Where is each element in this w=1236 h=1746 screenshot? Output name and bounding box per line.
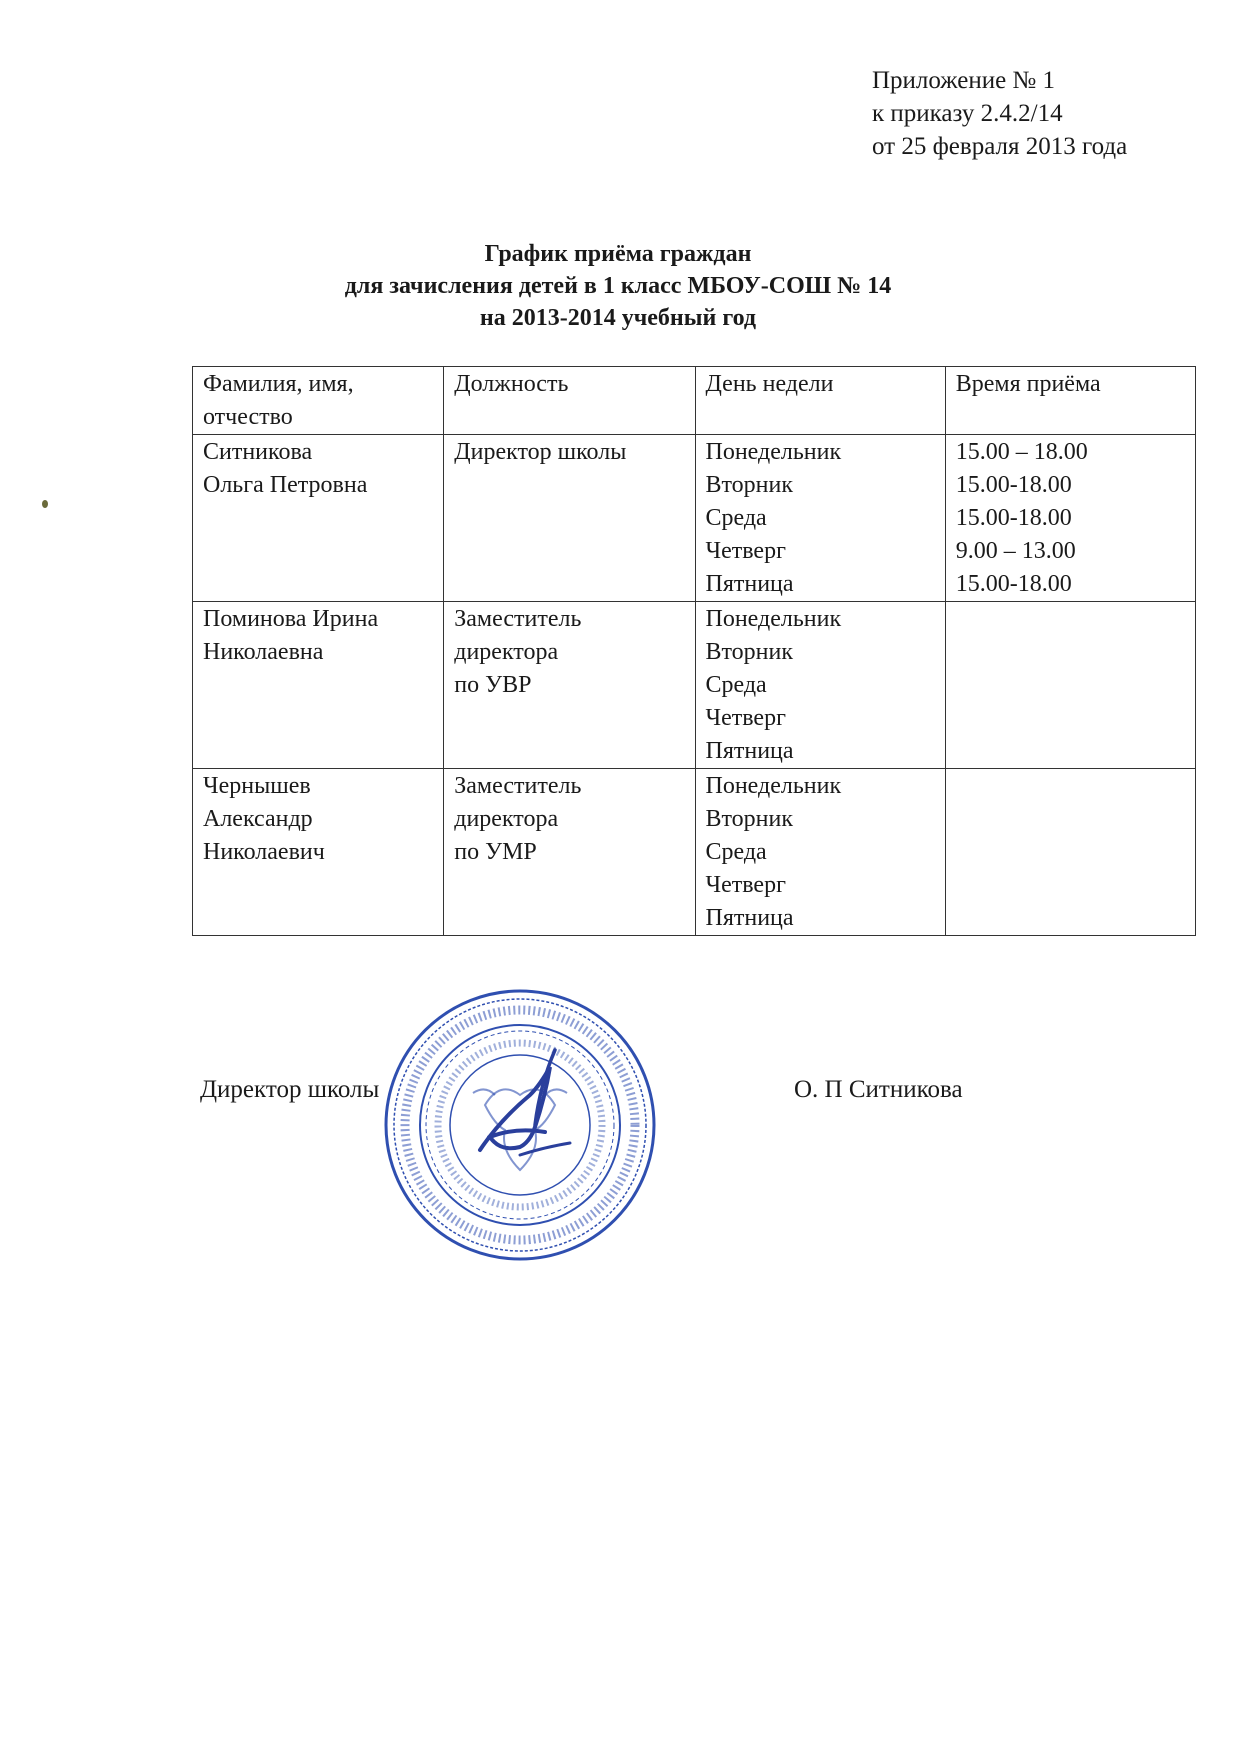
- day-line: Пятница: [705, 905, 794, 931]
- title-line-1: График приёма граждан: [484, 241, 752, 267]
- name-line: Николаевна: [203, 639, 324, 665]
- day-line: Понедельник: [705, 773, 842, 799]
- day-line: Четверг: [705, 872, 786, 898]
- position-line: Заместитель: [454, 773, 582, 799]
- row-1-times: [945, 435, 1195, 602]
- table-row: [193, 435, 1196, 602]
- day-line: Среда: [705, 672, 767, 698]
- document-title: [0, 238, 1236, 334]
- row-1-name: [193, 435, 444, 602]
- time-line: 9.00 – 13.00: [955, 538, 1076, 564]
- day-line: Вторник: [705, 472, 794, 498]
- appendix-line-1: Приложение № 1: [872, 67, 1056, 94]
- signature-role: Директор школы: [200, 1076, 380, 1103]
- position-line: по УВР: [454, 672, 532, 698]
- appendix-note: [872, 64, 1127, 163]
- name-line: Поминова Ирина: [203, 606, 379, 632]
- position-line: по УМР: [454, 839, 537, 865]
- row-1-days: [695, 435, 945, 602]
- name-line: Ситникова: [203, 439, 313, 465]
- title-line-3: на 2013-2014 учебный год: [479, 305, 757, 331]
- header-time: [945, 367, 1195, 435]
- row-2-name: [193, 602, 444, 769]
- day-line: Вторник: [705, 806, 794, 832]
- day-line: Пятница: [705, 738, 794, 764]
- row-3-name: [193, 769, 444, 936]
- header-name: [193, 367, 444, 435]
- header-position-label: Должность: [454, 371, 569, 397]
- time-line: 15.00-18.00: [955, 571, 1072, 597]
- time-line: 15.00-18.00: [955, 472, 1072, 498]
- name-line: Ольга Петровна: [203, 472, 368, 498]
- header-time-label: Время приёма: [955, 371, 1101, 397]
- day-line: Среда: [705, 505, 767, 531]
- day-line: Среда: [705, 839, 767, 865]
- row-3-days: [695, 769, 945, 936]
- position-line: директора: [454, 639, 559, 665]
- name-line: Александр: [203, 806, 313, 832]
- position-line: Заместитель: [454, 606, 582, 632]
- row-2-times: [945, 602, 1195, 769]
- name-line: Чернышев: [203, 773, 311, 799]
- time-line: 15.00-18.00: [955, 505, 1072, 531]
- table-row: [193, 769, 1196, 936]
- row-1-position: [444, 435, 695, 602]
- day-line: Понедельник: [705, 439, 842, 465]
- row-3-position: [444, 769, 695, 936]
- day-line: Пятница: [705, 571, 794, 597]
- row-2-days: [695, 602, 945, 769]
- header-day: [695, 367, 945, 435]
- round-seal-icon: [380, 985, 660, 1265]
- day-line: Четверг: [705, 705, 786, 731]
- day-line: Понедельник: [705, 606, 842, 632]
- day-line: Четверг: [705, 538, 786, 564]
- header-name-line-2: отчество: [203, 404, 293, 430]
- table-header-row: [193, 367, 1196, 435]
- signature-name: О. П Ситникова: [794, 1076, 963, 1103]
- time-line: 15.00 – 18.00: [955, 439, 1088, 465]
- day-line: Вторник: [705, 639, 794, 665]
- position-line: Директор школы: [454, 439, 627, 465]
- title-line-2: для зачисления детей в 1 класс МБОУ-СОШ № 14: [344, 273, 892, 299]
- position-line: директора: [454, 806, 559, 832]
- table-row: [193, 602, 1196, 769]
- schedule-table: [192, 366, 1196, 936]
- appendix-line-3: от 25 февраля 2013 года: [872, 133, 1128, 160]
- scan-speck: [42, 500, 48, 508]
- header-day-label: День недели: [705, 371, 834, 397]
- row-2-position: [444, 602, 695, 769]
- row-3-times: [945, 769, 1195, 936]
- appendix-line-2: к приказу 2.4.2/14: [872, 100, 1063, 127]
- header-position: [444, 367, 695, 435]
- name-line: Николаевич: [203, 839, 325, 865]
- header-name-line-1: Фамилия, имя,: [203, 371, 354, 397]
